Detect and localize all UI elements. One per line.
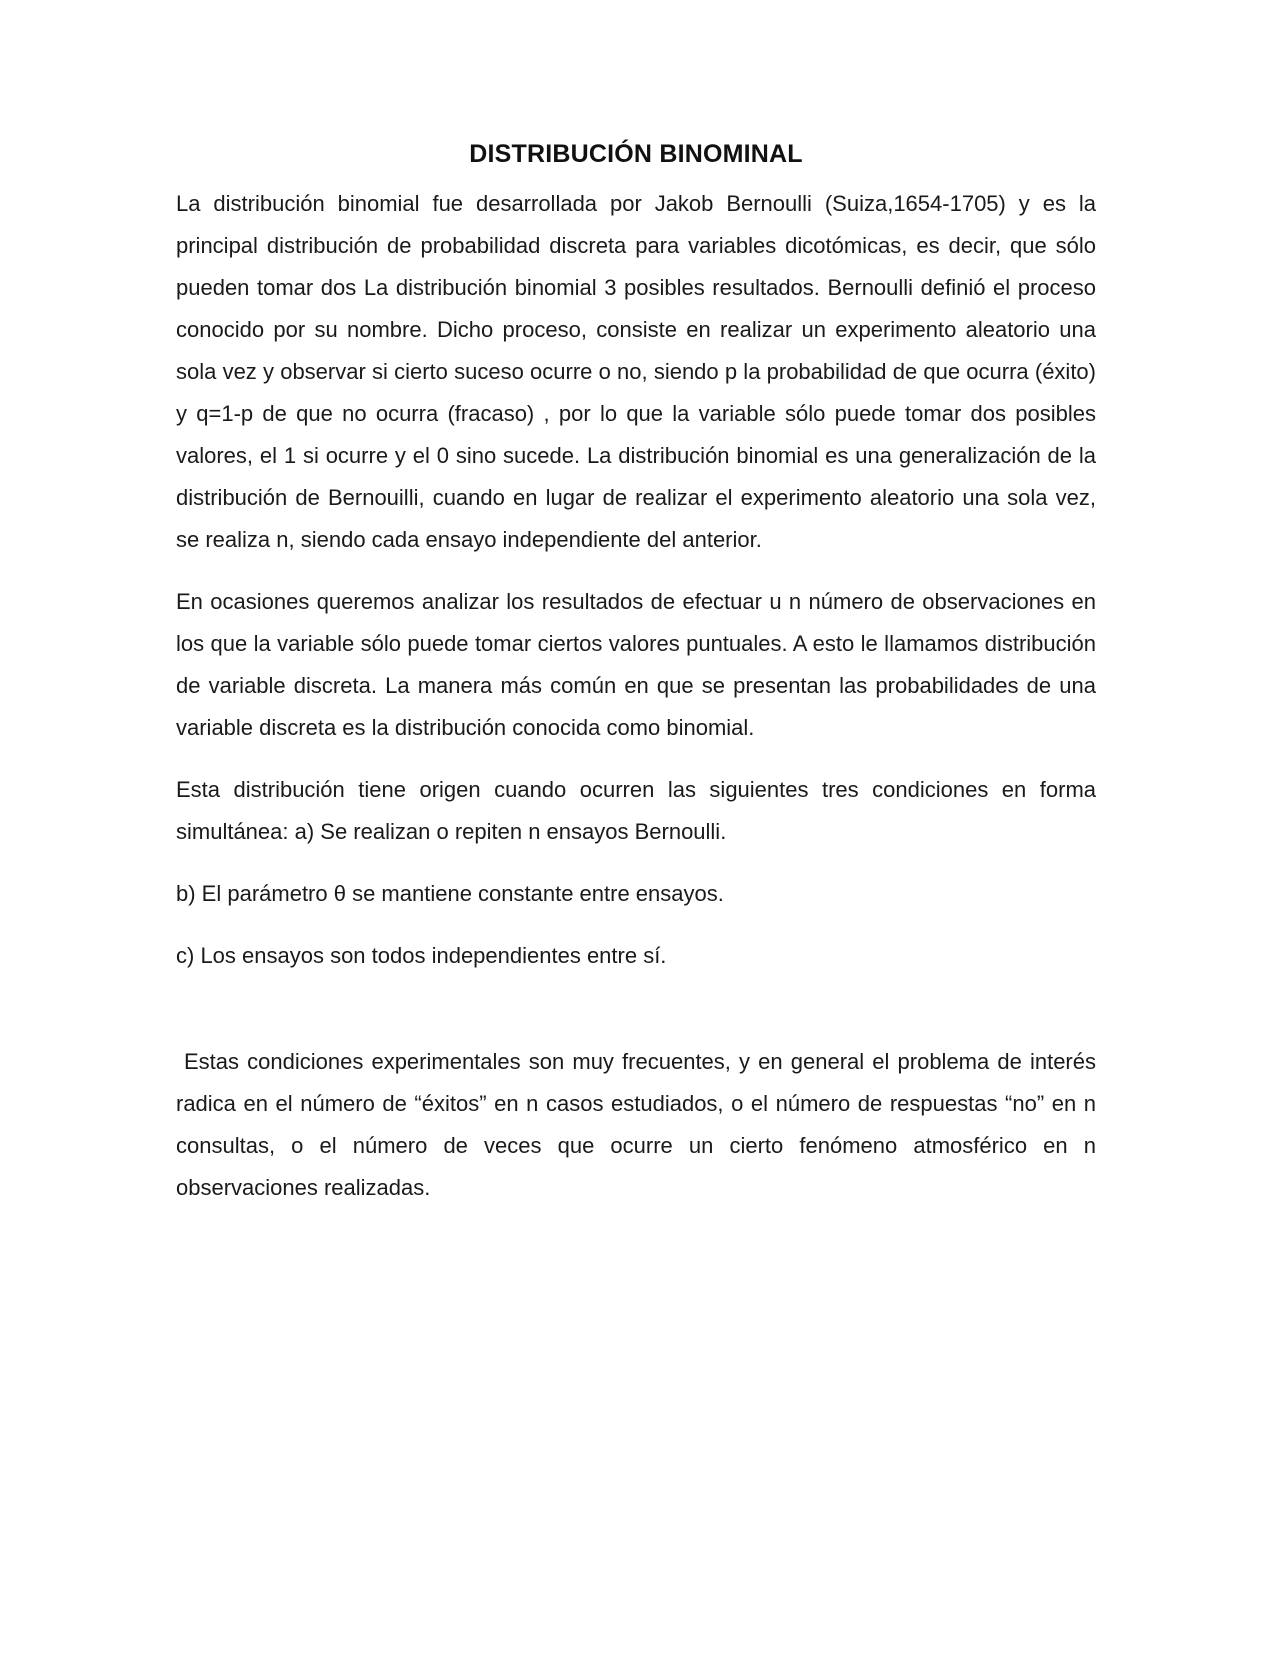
paragraph-bernoulli-intro: La distribución binomial fue desarrollada por Jakob Bernoulli (Suiza,1654-1705) y es la principal distribución de probabilidad discreta para variables dicotómicas, es decir, que sólo pueden tomar dos La distribución binomial 3 posibles resultados. Bernoulli definió el proceso conocido por su nombre. Dicho proceso, consiste en realizar un experimento aleatorio una sola vez y observar si cierto suceso ocurre o no, siendo p la probabilidad de que ocurra (éxito) y q=1-p de que no ocurra (fracaso) , por lo que la variable sólo puede tomar dos posibles valores, el 1 si ocurre y el 0 sino sucede. La distribución binomial es una generalización de la distribución de Bernouilli, cuando en lugar de realizar el experimento aleatorio una sola vez, se realiza n, siendo cada ensayo independiente del anterior. (176, 191, 1096, 552)
paragraph-experimental-conditions: Estas condiciones experimentales son muy frecuentes, y en general el problema de interés radica en el número de “éxitos” en n casos estudiados, o el número de respuestas “no” en n consultas, o el número de veces que ocurre un cierto fenómeno atmosférico en n observaciones realizadas. (176, 1049, 1096, 1200)
document-title: DISTRIBUCIÓN BINOMINAL (469, 140, 803, 168)
paragraph-discrete-variable: En ocasiones queremos analizar los resultados de efectuar u n número de observaciones en los que la variable sólo puede tomar ciertos valores puntuales. A esto le llamamos distribución de variable discreta. La manera más común en que se presentan las probabilidades de una variable discreta es la distribución conocida como binomial. (176, 589, 1096, 740)
paragraph-condition-b: b) El parámetro θ se mantiene constante entre ensayos. (176, 881, 724, 906)
paragraph-condition-c: c) Los ensayos son todos independientes entre sí. (176, 943, 667, 968)
document-page (176, 140, 1096, 1229)
paragraph-conditions: Esta distribución tiene origen cuando ocurren las siguientes tres condiciones en forma simultánea: a) Se realizan o repiten n ensayos Bernoulli. (176, 777, 1096, 844)
